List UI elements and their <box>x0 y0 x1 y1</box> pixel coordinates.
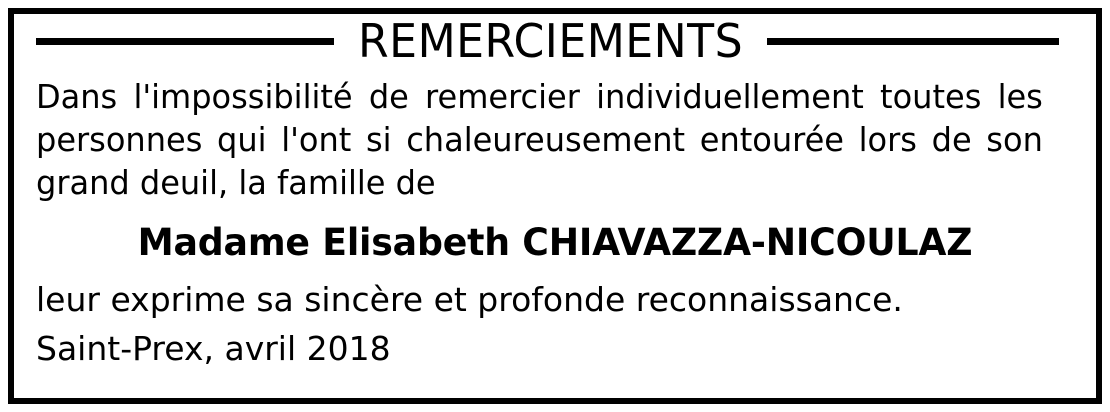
page-title: REMERCIEMENTS <box>358 14 744 68</box>
deceased-name: Madame Elisabeth CHIAVAZZA-NICOULAZ <box>137 220 973 264</box>
notice-header <box>36 10 1074 72</box>
obituary-notice-card <box>8 8 1102 404</box>
thanks-paragraph: leur exprime sa sincère et profonde reconnaissance. <box>36 280 903 320</box>
place-and-date: Saint-Prex, avril 2018 <box>36 328 391 368</box>
notice-content <box>14 10 1096 394</box>
header-rule-left <box>36 38 334 45</box>
header-rule-right <box>767 38 1059 45</box>
intro-paragraph: Dans l'impossibilité de remercier individuellement toutes les personnes qui l'ont si chaleureusement entourée lors de son grand deuil, la famille de <box>36 77 1043 202</box>
